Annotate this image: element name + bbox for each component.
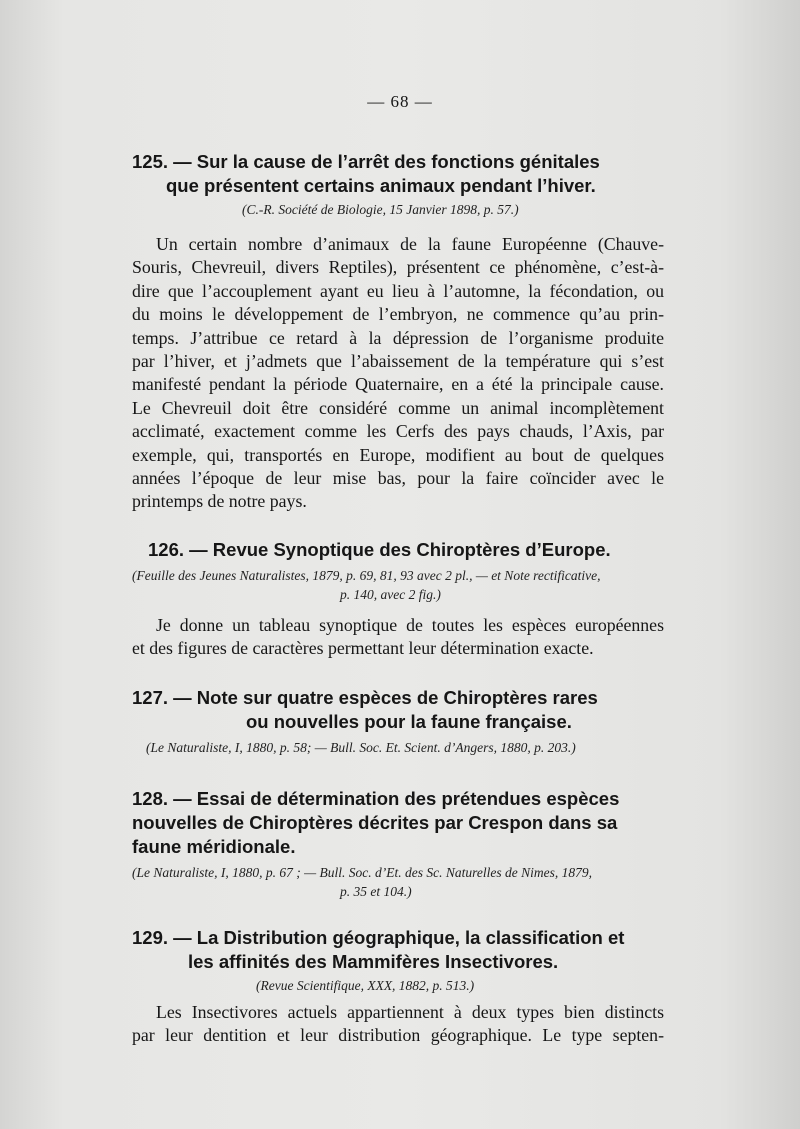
entry-title bbox=[132, 686, 664, 734]
entry-body bbox=[132, 1001, 664, 1048]
title-line: nouvelles de Chiroptères décrites par Crespon dans sa bbox=[132, 812, 618, 833]
reference-line: p. 35 et 104.) bbox=[340, 884, 412, 899]
entry-title bbox=[132, 538, 664, 562]
entry-reference bbox=[132, 976, 664, 995]
body-line: printemps de notre pays. bbox=[132, 491, 307, 512]
reference-line: (Feuille des Jeunes Naturalistes, 1879, p. 69, 81, 93 avec 2 pl., — et Note rectificative, bbox=[132, 568, 601, 583]
body-line: du moins le développement de l’embryon, ne commence qu’au prin- bbox=[132, 304, 664, 325]
reference-line: (Revue Scientifique, XXX, 1882, p. 513.) bbox=[256, 978, 475, 993]
title-line: — Note sur quatre espèces de Chiroptères rares bbox=[173, 687, 598, 708]
title-line: — Revue Synoptique des Chiroptères d’Europe. bbox=[189, 539, 611, 560]
body-line: et des figures de caractères permettant leur détermination exacte. bbox=[132, 638, 594, 659]
body-line: acclimaté, exactement comme les Cerfs des pays chauds, l’Axis, par bbox=[132, 421, 664, 442]
body-line: années l’époque de leur mise bas, pour la faire coïncider avec le bbox=[132, 468, 664, 489]
entry-number: 127. bbox=[132, 687, 169, 708]
title-line: — Sur la cause de l’arrêt des fonctions génitales bbox=[173, 151, 600, 172]
entry-126 bbox=[132, 538, 664, 661]
body-line: par l’hiver, et j’admets que l’abaissement de la température qui s’est bbox=[132, 351, 664, 372]
body-line: Je donne un tableau synoptique de toutes les espèces européennes bbox=[156, 615, 664, 635]
body-line: temps. J’attribue ce retard à la dépression de l’organisme produite bbox=[132, 327, 664, 348]
body-line: Les Insectivores actuels appartiennent à deux types bien distincts bbox=[156, 1002, 664, 1022]
body-line: dire que l’accouplement ayant eu lieu à l’automne, la fécondation, ou bbox=[132, 280, 664, 301]
title-line: — La Distribution géographique, la classification et bbox=[173, 927, 625, 948]
title-line: les affinités des Mammifères Insectivores. bbox=[188, 951, 559, 972]
body-line: exemple, qui, transportés en Europe, modifient au bout de quelques bbox=[132, 444, 664, 465]
entry-number: 129. bbox=[132, 927, 169, 948]
title-line: — Essai de détermination des prétendues espèces bbox=[173, 788, 620, 809]
entry-body bbox=[132, 233, 664, 514]
title-line: que présentent certains animaux pendant l’hiver. bbox=[166, 175, 596, 196]
entry-128 bbox=[132, 787, 664, 901]
title-line: ou nouvelles pour la faune française. bbox=[246, 711, 572, 732]
entry-number: 126. bbox=[148, 539, 185, 560]
reference-line: (Le Naturaliste, I, 1880, p. 58; — Bull. Soc. Et. Scient. d’Angers, 1880, p. 203.) bbox=[146, 740, 576, 755]
entry-number: 128. bbox=[132, 788, 169, 809]
reference-line: (Le Naturaliste, I, 1880, p. 67 ; — Bull. Soc. d’Et. des Sc. Naturelles de Nimes, 1879, bbox=[132, 865, 592, 880]
entry-129 bbox=[132, 926, 664, 1048]
entry-number: 125. bbox=[132, 151, 169, 172]
entry-title bbox=[132, 926, 664, 974]
entry-reference bbox=[132, 738, 664, 757]
body-line: Le Chevreuil doit être considéré comme un animal incomplètement bbox=[132, 397, 664, 418]
body-line: manifesté pendant la période Quaternaire, en a été la principale cause. bbox=[132, 374, 664, 395]
page-number: — 68 — bbox=[367, 92, 433, 111]
entry-reference bbox=[132, 200, 664, 219]
entry-reference bbox=[132, 863, 664, 901]
body-line: Un certain nombre d’animaux de la faune Européenne (Chauve- bbox=[156, 234, 664, 254]
reference-line: p. 140, avec 2 fig.) bbox=[340, 587, 441, 602]
entry-title bbox=[132, 787, 664, 859]
entry-reference bbox=[132, 566, 664, 604]
entry-127 bbox=[132, 686, 664, 757]
reference-line: (C.-R. Société de Biologie, 15 Janvier 1898, p. 57.) bbox=[242, 202, 519, 217]
title-line: faune méridionale. bbox=[132, 836, 296, 857]
entry-125 bbox=[132, 150, 664, 514]
entry-body bbox=[132, 614, 664, 661]
body-line: par leur dentition et leur distribution géographique. Le type septen- bbox=[132, 1025, 664, 1046]
entry-title bbox=[132, 150, 664, 198]
body-line: Souris, Chevreuil, divers Reptiles), présentent ce phénomène, c’est-à- bbox=[132, 257, 664, 278]
